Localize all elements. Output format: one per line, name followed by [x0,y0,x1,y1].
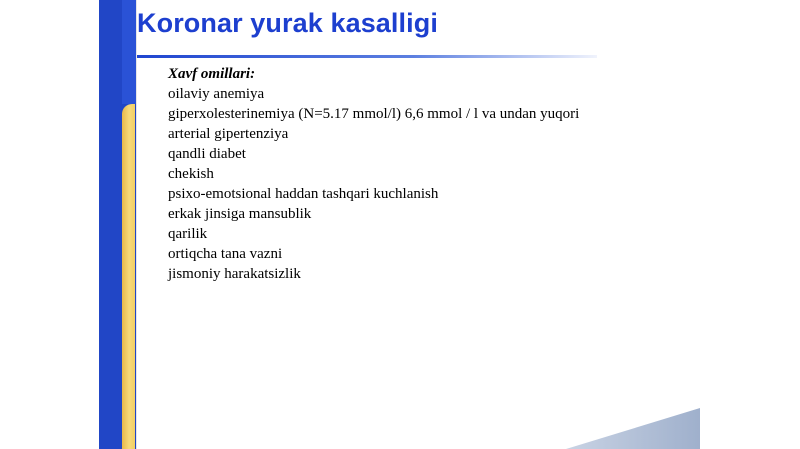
band-notch [122,0,136,104]
list-item: qarilik [168,226,208,242]
slide-title: Koronar yurak kasalligi [137,8,438,38]
list-item: oilaviy anemiya [168,86,265,102]
list-item: qandli diabet [168,146,246,162]
list-item: jismoniy harakatsizlik [168,266,301,282]
list-item: ortiqcha tana vazni [168,246,283,262]
wedge-shape [566,408,700,449]
list-item: arterial gipertenziya [168,126,289,142]
title-underline [137,55,597,58]
list-item: psixo-emotsional haddan tashqari kuchlanish [168,186,439,202]
page-edge-line [136,0,137,449]
list-item: erkak jinsiga mansublik [168,206,312,222]
yellow-accent-strip [122,104,135,449]
list-item: chekish [168,166,214,182]
section-heading: Xavf omillari: [168,66,256,82]
list-item: giperxolesterinemiya (N=5.17 mmol/l) 6,6 mmol / l va undan yuqori [168,106,580,122]
slide-content [168,64,579,284]
